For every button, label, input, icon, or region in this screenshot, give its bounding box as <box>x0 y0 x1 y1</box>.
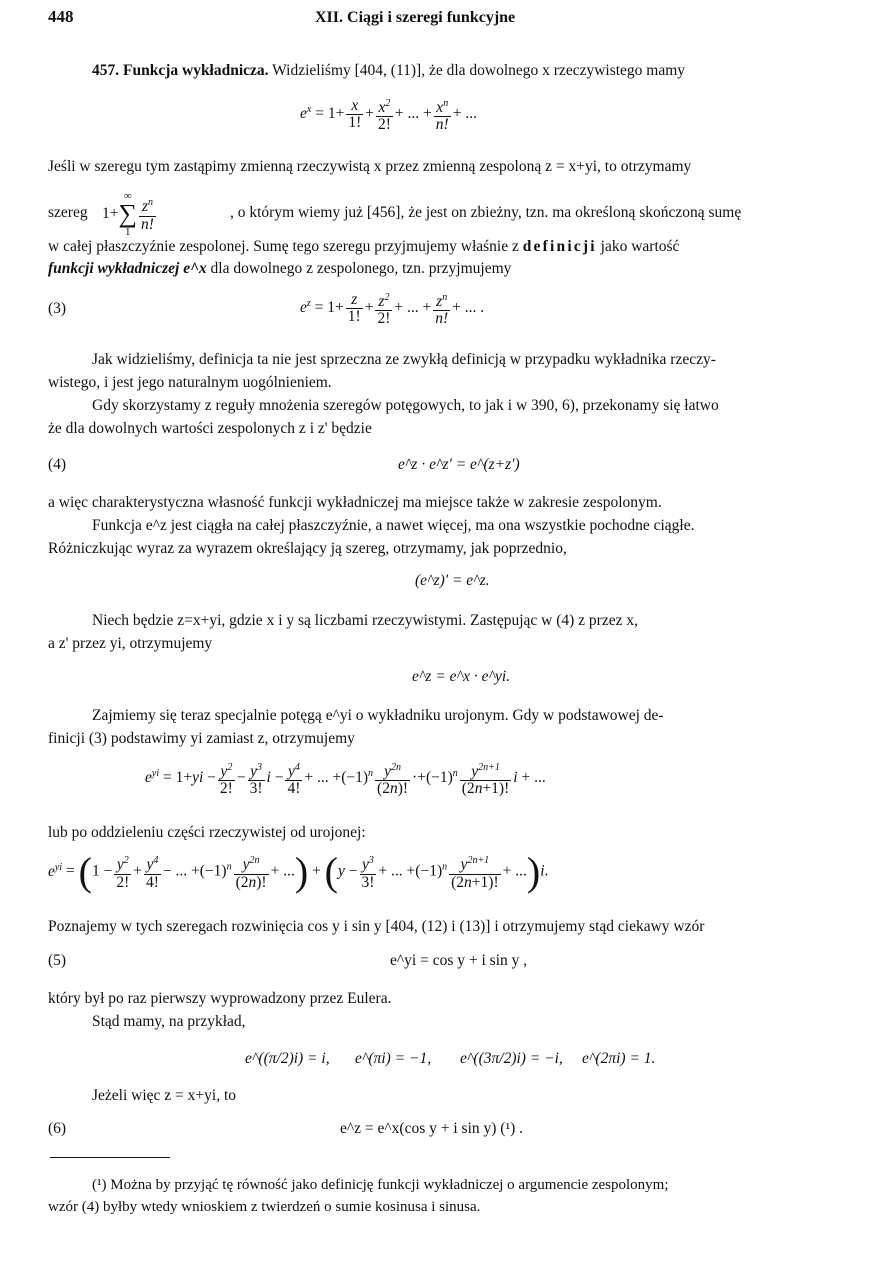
equation-5: e^yi = cos y + i sin y , <box>390 952 528 969</box>
example-three-pi-half: e^((3π/2)i) = −i, <box>460 1050 563 1067</box>
equation-3-label: (3) <box>48 300 67 317</box>
paragraph-1: Jeśli w szeregu tym zastąpimy zmienną rzeczywistą x przez zmienną zespoloną z = x+yi, to otrzymamy <box>48 158 692 175</box>
paragraph-9-line-2: a z' przez yi, otrzymujemy <box>48 635 213 652</box>
section-title: Funkcja wykładnicza. <box>123 62 269 79</box>
page-number: 448 <box>48 7 74 26</box>
equation-6-label: (6) <box>48 1120 67 1137</box>
equation-eyi-series: $e^{yi} = 1+yi$ − $\frac{y^2}{2!}$ − $\frac{y^3}{3!}$ i − $\frac{y^4}{4!}$ + ... $+(-1)^n$ $\frac{y^{2n}}{(2n)!}$ $\cdot+(-1)^n$ $\frac{y^{2n+1}}{(2n+1)!}$ i + ... <box>145 762 546 798</box>
equation-4-label: (4) <box>48 456 67 473</box>
paragraph-4-rest: dla dowolnego z zespolonego, tzn. przyjmujemy <box>210 260 512 277</box>
running-title: XII. Ciągi i szeregi funkcyjne <box>315 9 516 26</box>
example-two-pi: e^(2πi) = 1. <box>582 1050 656 1067</box>
paragraph-3-end: jako wartość <box>600 238 680 255</box>
paragraph-5-line-2: wistego, i jest jego naturalnym uogólnieniem. <box>48 374 332 391</box>
paragraph-7: a więc charakterystyczna własność funkcji wykładniczej ma miejsce także w zakresie zespolonym. <box>48 494 662 511</box>
paragraph-13: który był po raz pierwszy wyprowadzony przez Eulera. <box>48 990 392 1007</box>
example-pi-half: e^((π/2)i) = i, <box>245 1050 330 1067</box>
paragraph-8-line-2: Różniczkując wyraz za wyrazem określający ją szereg, otrzymamy, jak poprzednio, <box>48 540 567 557</box>
paragraph-10-line-2: finicji (3) podstawimy yi zamiast z, otrzymujemy <box>48 730 355 747</box>
paragraph-6-line-2: że dla dowolnych wartości zespolonych z i z' będzie <box>48 420 372 437</box>
footnote-line-1: (¹) Można by przyjąć tę równość jako definicję funkcji wykładniczej o argumencie zespolonym; <box>92 1177 669 1193</box>
paragraph-8-line-1: Funkcja e^z jest ciągła na całej płaszczyźnie, a nawet więcej, ma ona wszystkie pochodne ciągłe. <box>92 517 695 534</box>
paragraph-3-start: w całej płaszczyźnie zespolonej. Sumę tego szeregu przyjmujemy właśnie z <box>48 238 519 255</box>
equation-exp-real: $e^x = 1+$ $\frac{x}{1!}$ + $\frac{x^2}{2!}$ + ... + $\frac{x^n}{n!}$ + ... <box>300 97 477 134</box>
paragraph-2-suffix: , o którym wiemy już [456], że jest on zbieżny, tzn. ma określoną skończoną sumę <box>230 204 742 221</box>
paragraph-15: Jeżeli więc z = x+yi, to <box>92 1087 237 1104</box>
section-heading <box>92 60 796 82</box>
paragraph-3-spaced: definicji <box>522 238 597 255</box>
paragraph-4 <box>48 258 511 280</box>
paragraph-4-italic: funkcji wykładniczej e^x <box>48 260 207 277</box>
example-pi: e^(πi) = −1, <box>355 1050 432 1067</box>
paragraph-5-line-1: Jak widzieliśmy, definicja ta nie jest sprzeczna ze zwykłą definicją w przypadku wykładnika rzeczy- <box>92 351 716 368</box>
paragraph-2 <box>48 190 858 238</box>
paragraph-3 <box>48 236 679 258</box>
equation-6: e^z = e^x(cos y + i sin y) (¹) . <box>340 1120 524 1137</box>
equation-3: $e^z = 1+$ $\frac{z}{1!}$ + $\frac{z^2}{2!}$ + ... + $\frac{z^n}{n!}$ + ... . <box>300 291 485 328</box>
footnote-line-2: wzór (4) byłby wtedy wnioskiem z twierdzeń o sumie kosinusa i sinusa. <box>48 1199 481 1215</box>
section-intro: Widzieliśmy [404, (11)], że dla dowolnego x rzeczywistego mamy <box>272 62 686 79</box>
paragraph-2-prefix: szereg <box>48 204 88 221</box>
equation-split: e^z = e^x · e^yi. <box>412 668 511 685</box>
equation-eyi-split: $e^{yi} = (1$ − $\frac{y^2}{2!}$ + $\frac{y^4}{4!}$ − ... $+(-1)^n$ $\frac{y^{2n}}{(2n)!}$ + ...) + (y − $\frac{y^3}{3!}$ + ... $+(-1)^n$ $\frac{y^{2n+1}}{(2n+1)!}$ + ...)i. <box>48 849 549 894</box>
paragraph-14: Stąd mamy, na przykład, <box>92 1013 246 1030</box>
paragraph-11: lub po oddzieleniu części rzeczywistej od urojonej: <box>48 824 366 841</box>
section-number: 457. <box>92 62 120 79</box>
equation-derivative: (e^z)' = e^z. <box>415 572 490 589</box>
series-sum-expression: 1+∞ ∑ 1 $\frac{z^n}{n!}$ <box>102 190 154 238</box>
equation-5-label: (5) <box>48 952 67 969</box>
paragraph-9-line-1: Niech będzie z=x+yi, gdzie x i y są liczbami rzeczywistymi. Zastępując w (4) z przez x, <box>92 612 638 629</box>
equation-4: e^z · e^z' = e^(z+z') <box>398 456 520 473</box>
paragraph-12: Poznajemy w tych szeregach rozwinięcia cos y i sin y [404, (12) i (13)] i otrzymujemy stąd ciekawy wzór <box>48 918 705 935</box>
paragraph-10-line-1: Zajmiemy się teraz specjalnie potęgą e^yi o wykładniku urojonym. Gdy w podstawowej de- <box>92 707 664 724</box>
footnote-rule <box>50 1157 170 1158</box>
paragraph-6-line-1: Gdy skorzystamy z reguły mnożenia szeregów potęgowych, to jak i w 390, 6), przekonamy się łatwo <box>92 397 719 414</box>
